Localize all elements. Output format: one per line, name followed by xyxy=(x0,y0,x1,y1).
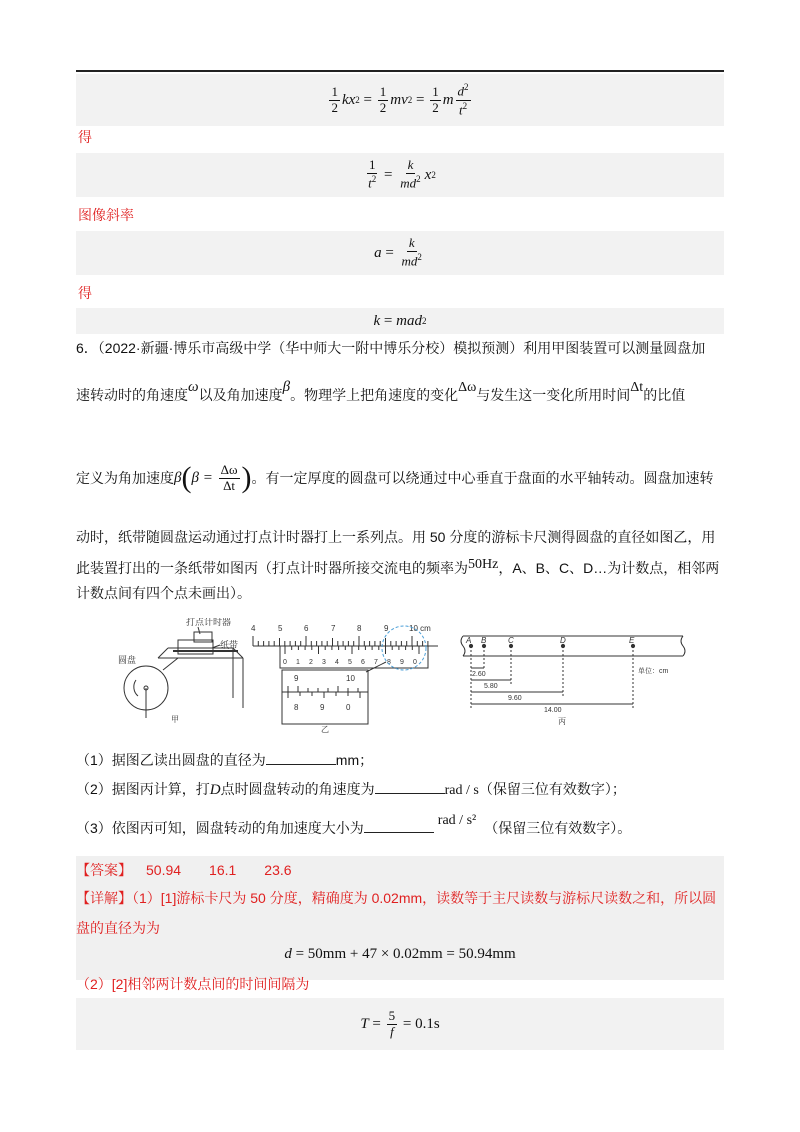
answer-tag: 【答案】 xyxy=(76,862,132,878)
figure-jia xyxy=(118,618,243,724)
vernier-8: 8 xyxy=(387,659,391,666)
detail-line-3: （2）[2]相邻两计数点间的时间间隔为 xyxy=(76,976,310,992)
text: （1）[1]游标卡尺为 50 分度，精确度为 0.02mm，读数等于主尺读数与游标尺读数之和，所以圆 xyxy=(132,890,717,906)
omega-symbol: ω xyxy=(188,379,199,395)
equation-band-5 xyxy=(76,998,724,1050)
text: （2）据图丙计算，打 xyxy=(76,781,210,797)
vernier-0: 0 xyxy=(283,659,287,666)
frequency: 50Hz xyxy=(468,557,499,572)
delta-omega: Δω xyxy=(458,380,477,395)
equation-period: T = $\frac{5}{f}$ = 0.1s xyxy=(360,1007,440,1039)
text: 。有一定厚度的圆盘可以绕通过中心垂直于盘面的水平轴转动。圆盘加速转 xyxy=(251,470,714,486)
text: ，A、B、C、D…为计数点，相邻两 xyxy=(498,560,720,576)
text: （保留三位有效数字）。 xyxy=(484,820,632,836)
point-d: D xyxy=(209,782,221,798)
problem-line-3 xyxy=(76,458,724,498)
problem-line-4: 动时，纸带随圆盘运动通过打点计时器打上一系列点。用 50 分度的游标卡尺测得圆盘的直径如图乙，用 xyxy=(76,529,716,545)
vernier-ticks xyxy=(285,646,419,654)
vernier-9: 9 xyxy=(400,659,404,666)
equation-band-2 xyxy=(76,153,724,197)
detail-tag: 【详解】 xyxy=(76,890,132,906)
vernier-1: 1 xyxy=(296,659,300,666)
caption-jia: 甲 xyxy=(171,715,179,724)
beta-definition: β ( β = $\frac{\Delta\omega}{\Delta t}$ ) xyxy=(174,461,252,494)
experiment-figure xyxy=(108,618,696,738)
vernier-6: 6 xyxy=(361,659,365,666)
figure-bing xyxy=(461,636,685,726)
vernier-3: 3 xyxy=(322,659,326,666)
main-tick-6: 6 xyxy=(304,624,309,633)
dim-AC: 5.80 xyxy=(484,683,498,690)
dim-AD: 9.60 xyxy=(508,695,522,702)
text: 的比值 xyxy=(643,387,686,403)
main-tick-9: 9 xyxy=(384,624,389,633)
question-1 xyxy=(76,750,724,770)
equation-energy: $\frac{1}{2}$ kx 2 = $\frac{1}{2}$ mv 2 = $\frac{1}{2}$ m $\frac{d^2}{t^2}$ xyxy=(331,82,469,117)
problem-line-6: 计数点间有四个点未画出）。 xyxy=(76,585,251,601)
delta-t: Δt xyxy=(630,380,644,395)
top-rule xyxy=(76,70,724,72)
unit: rad / s² xyxy=(437,813,477,828)
label-slope: 图像斜率 xyxy=(78,207,134,223)
equation-inverse-t: $\frac{1}{t^2}$ = $\frac{k}{md^2}$ x 2 xyxy=(368,157,436,191)
point-E: E xyxy=(629,636,635,645)
zoom-0: 0 xyxy=(346,703,351,712)
label-disc: 圆盘 xyxy=(118,655,137,665)
detail-line-2: 盘的直径为为 xyxy=(76,920,160,936)
equation-diameter: d = 50mm + 47 × 0.02mm = 50.94mm xyxy=(284,945,516,962)
text: 此装置打出的一条纸带如图丙（打点计时器所接交流电的频率为 xyxy=(76,560,468,576)
vernier-5: 5 xyxy=(348,659,352,666)
main-tick-5: 5 xyxy=(278,624,283,633)
text: 。物理学上把角速度的变化 xyxy=(290,387,459,403)
text: 点时圆盘转动的角速度为 xyxy=(220,781,375,797)
unit-label: 单位：cm xyxy=(638,668,669,675)
answer-line xyxy=(76,860,724,880)
label-timer: 打点计时器 xyxy=(186,618,232,627)
main-scale-ticks xyxy=(253,636,428,646)
zoom-9: 9 xyxy=(294,674,299,683)
equation-k: k = mad 2 xyxy=(373,312,427,329)
label-de-2: 得 xyxy=(78,285,92,301)
text: 与发生这一变化所用时间 xyxy=(476,387,631,403)
beta-symbol: β xyxy=(282,379,291,395)
problem-line-5 xyxy=(76,558,724,580)
dim-AE: 14.00 xyxy=(544,707,562,714)
text: 定义为角加速度 xyxy=(76,470,174,486)
equation-band-1 xyxy=(76,74,724,126)
dim-AB: 2.60 xyxy=(472,671,486,678)
main-tick-10: 10 cm xyxy=(409,624,431,633)
figure-yi xyxy=(251,624,438,734)
text: 以及角加速度 xyxy=(198,387,283,403)
vernier-10: 0 xyxy=(413,659,417,666)
frac-num: Δω xyxy=(220,461,238,477)
zoom-10: 10 xyxy=(346,674,355,683)
question-2 xyxy=(76,779,724,801)
beta-symbol: β xyxy=(191,470,199,486)
problem-line-1: 6．（2022·新疆·博乐市高级中学（华中师大一附中博乐分校）模拟预测）利用甲图装置可以测量圆盘加 xyxy=(76,340,706,356)
text: （保留三位有效数字）； xyxy=(478,781,626,797)
text: （3）依图丙可知，圆盘转动的角加速度大小为 xyxy=(76,820,364,836)
unit: rad / s xyxy=(444,783,479,798)
main-tick-8: 8 xyxy=(357,624,362,633)
equation-slope: a = $\frac{k}{md^2}$ xyxy=(374,235,422,269)
point-A: A xyxy=(466,636,472,645)
answer-values: 50.94 16.1 23.6 xyxy=(146,862,292,878)
beta-symbol: β xyxy=(174,470,182,486)
vernier-7: 7 xyxy=(374,659,378,666)
detail-line-1 xyxy=(76,888,724,908)
text: （1）据图乙读出圆盘的直径为 xyxy=(76,752,266,768)
equation-band-3 xyxy=(76,231,724,275)
question-3 xyxy=(76,813,724,840)
zoom-8: 8 xyxy=(294,703,299,712)
vernier-2: 2 xyxy=(309,659,313,666)
answer-blank-2[interactable] xyxy=(375,779,445,794)
caption-yi: 乙 xyxy=(321,725,329,734)
point-C: C xyxy=(508,636,514,645)
problem-line-2 xyxy=(76,379,724,407)
point-D: D xyxy=(560,636,566,645)
equation-band-4 xyxy=(76,308,724,334)
main-tick-4: 4 xyxy=(251,624,256,633)
main-tick-7: 7 xyxy=(331,624,336,633)
text: 速转动时的角速度 xyxy=(76,387,188,403)
frac-den: Δt xyxy=(223,477,236,493)
unit: mm； xyxy=(335,752,374,768)
answer-blank-3[interactable] xyxy=(364,818,434,833)
vernier-4: 4 xyxy=(335,659,339,666)
label-tape: 纸带 xyxy=(220,640,239,650)
caption-bing: 丙 xyxy=(558,717,566,726)
point-B: B xyxy=(481,636,487,645)
answer-blank-1[interactable] xyxy=(266,750,336,765)
zoom-9b: 9 xyxy=(320,703,325,712)
label-de-1: 得 xyxy=(78,129,92,145)
